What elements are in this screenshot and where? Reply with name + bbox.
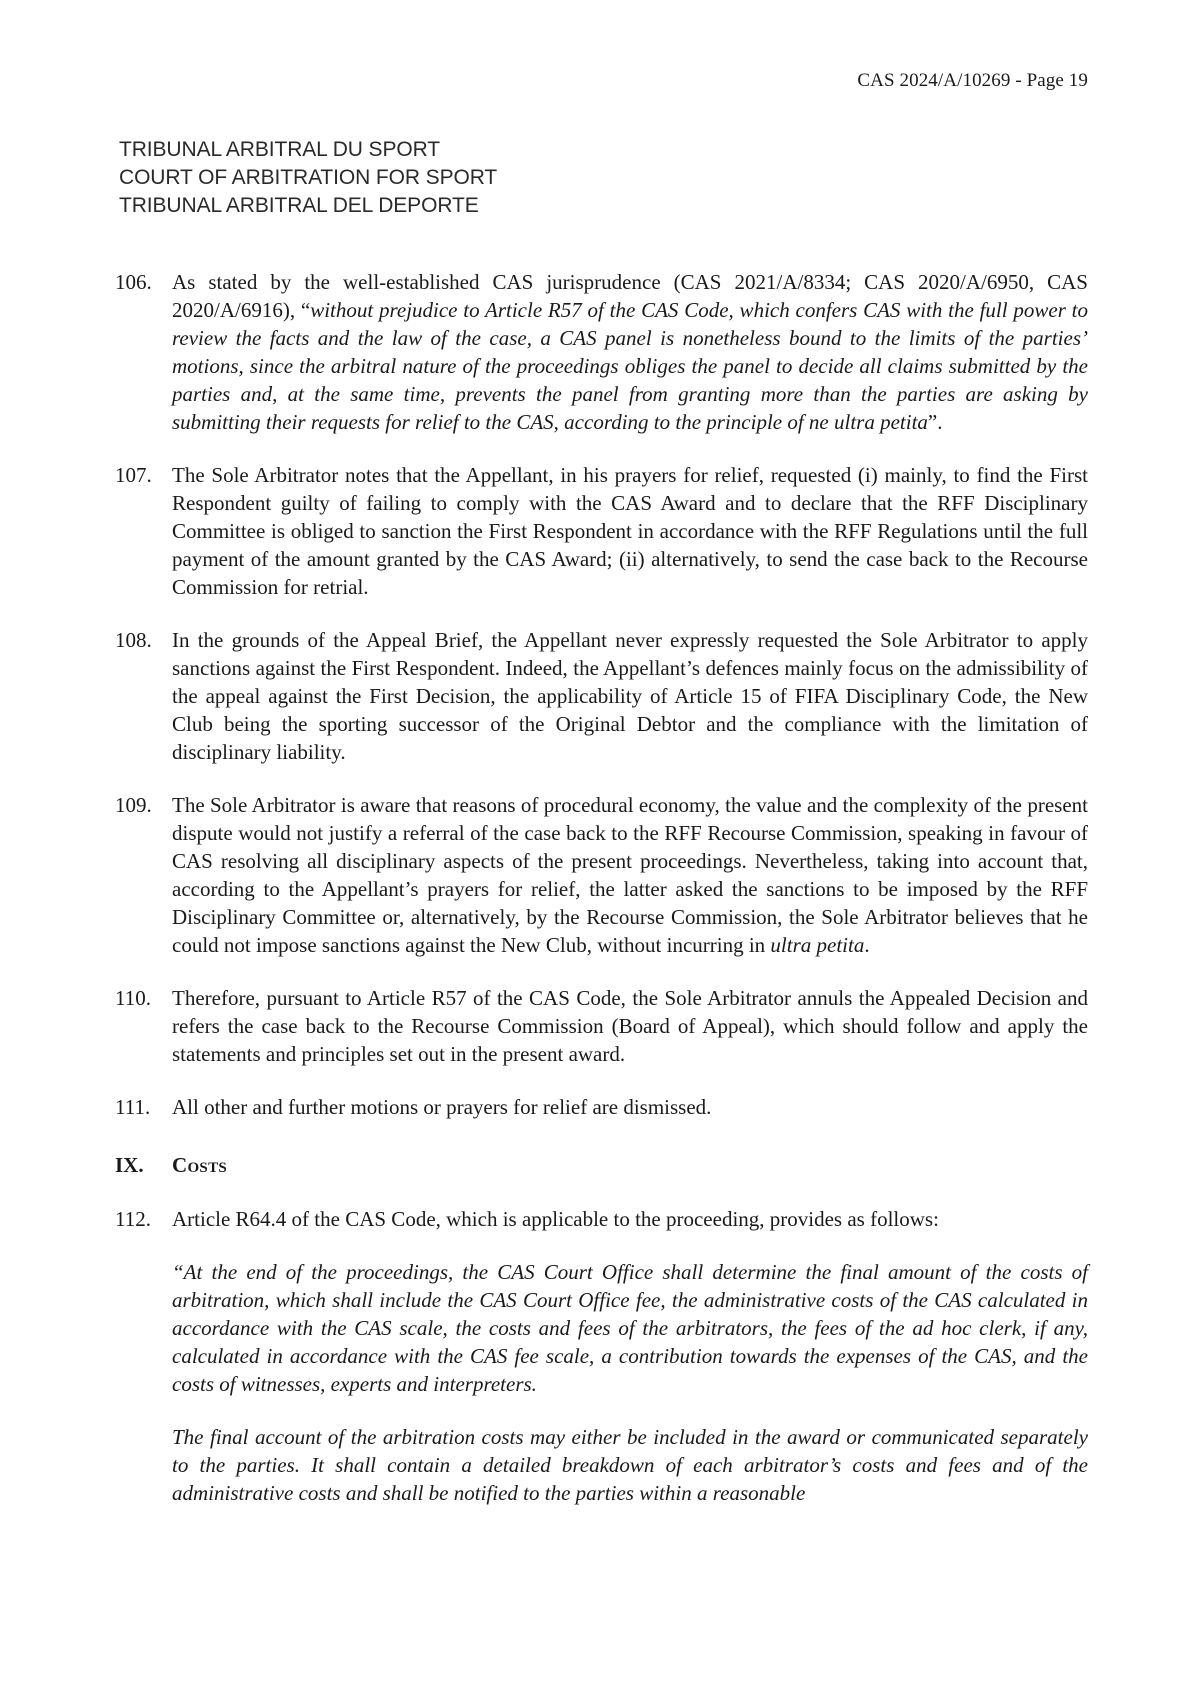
letterhead-spanish: TRIBUNAL ARBITRAL DEL DEPORTE bbox=[119, 194, 479, 217]
paragraph-108 bbox=[115, 626, 1088, 766]
document-body bbox=[115, 268, 1088, 1532]
paragraph-intro: As stated by the well-established CAS jurisprudence (CAS 2021/A/8334; CAS 2020/A/6950, CAS 2020/A/6916), “ bbox=[172, 270, 1088, 322]
letterhead bbox=[119, 136, 497, 220]
paragraph-text: Therefore, pursuant to Article R57 of the CAS Code, the Sole Arbitrator annuls the Appealed Decision and refers the case back to the Recourse Commission (Board of Appeal), which should follow and apply the statements and principles set out in the present award. bbox=[172, 986, 1088, 1066]
paragraph-text: All other and further motions or prayers for relief are dismissed. bbox=[172, 1095, 712, 1119]
letterhead-english: COURT OF ARBITRATION FOR SPORT bbox=[119, 166, 498, 189]
paragraph-106 bbox=[115, 268, 1088, 436]
paragraph-number: 106. bbox=[115, 270, 152, 294]
paragraph-text bbox=[172, 268, 1088, 436]
ultra-petita-term: ultra petita bbox=[770, 933, 865, 957]
paragraph-number: 111. bbox=[115, 1095, 151, 1119]
article-quote-2: The final account of the arbitration costs may either be included in the award or communicated separately to the parties. It shall contain a detailed breakdown of each arbitrator’s costs and fees and of the administrative costs and shall be notified to the parties within a reasonable bbox=[172, 1425, 1088, 1505]
paragraph-107 bbox=[115, 461, 1088, 601]
paragraph-body: The Sole Arbitrator is aware that reasons of procedural economy, the value and the complexity of the present dispute would not justify a referral of the case back to the RFF Recourse Commission, speaking in favour of CAS resolving all disciplinary aspects of the present proceedings. Nevertheless, taking into account that, according to the Appellant’s prayers for relief, the latter asked the sanctions to be imposed by the RFF Disciplinary Committee or, alternatively, by the Recourse Commission, the Sole Arbitrator believes that he could not impose sanctions against the New Club, without incurring in bbox=[172, 793, 1088, 957]
paragraph-number: 107. bbox=[115, 463, 152, 487]
paragraph-text: Article R64.4 of the CAS Code, which is applicable to the proceeding, provides as follows: bbox=[172, 1207, 939, 1231]
quote-end: ”. bbox=[927, 410, 943, 434]
section-number: IX. bbox=[115, 1153, 144, 1177]
paragraph-111 bbox=[115, 1093, 1088, 1121]
paragraph-number: 108. bbox=[115, 628, 152, 652]
letterhead-french: TRIBUNAL ARBITRAL DU SPORT bbox=[119, 138, 441, 161]
paragraph-112 bbox=[115, 1205, 1088, 1233]
paragraph-text: The Sole Arbitrator notes that the Appellant, in his prayers for relief, requested (i) mainly, to find the First Respondent guilty of failing to comply with the CAS Award and to declare that the RFF Disciplinary Committee is obliged to sanction the First Respondent in accordance with the RFF Regulations until the full payment of the amount granted by the CAS Award; (ii) alternatively, to send the case back to the Recourse Commission for retrial. bbox=[172, 463, 1088, 599]
paragraph-number: 112. bbox=[115, 1207, 151, 1231]
section-heading-costs bbox=[115, 1151, 1088, 1179]
paragraph-number: 109. bbox=[115, 793, 152, 817]
paragraph-number: 110. bbox=[115, 986, 151, 1010]
paragraph-109 bbox=[115, 791, 1088, 959]
paragraph-text: In the grounds of the Appeal Brief, the Appellant never expressly requested the Sole Arbitrator to apply sanctions against the First Respondent. Indeed, the Appellant’s defences mainly focus on the admissibility of the appeal against the First Decision, the applicability of Article 15 of FIFA Disciplinary Code, the New Club being the sporting successor of the Original Debtor and the compliance with the limitation of disciplinary liability. bbox=[172, 628, 1088, 764]
paragraph-text bbox=[172, 791, 1088, 959]
article-quote-1: “At the end of the proceedings, the CAS Court Office shall determine the final amount of the costs of arbitration, which shall include the CAS Court Office fee, the administrative costs of the CAS calculated in accordance with the CAS scale, the costs and fees of the arbitrators, the fees of the ad hoc clerk, if any, calculated in accordance with the CAS fee scale, a contribution towards the expenses of the CAS, and the costs of witnesses, experts and interpreters. bbox=[172, 1260, 1088, 1396]
page-reference: CAS 2024/A/10269 - Page 19 bbox=[857, 70, 1088, 91]
section-title: Costs bbox=[172, 1153, 228, 1177]
jurisprudence-quote: without prejudice to Article R57 of the CAS Code, which confers CAS with the full power to review the facts and the law of the case, a CAS panel is nonetheless bound to the limits of the parties’ motions, since the arbitral nature of the proceedings obliges the panel to decide all claims submitted by the parties and, at the same time, prevents the panel from granting more than the parties are asking by submitting their requests for relief to the CAS, according to the principle of ne ultra petita bbox=[172, 298, 1088, 434]
paragraph-110 bbox=[115, 984, 1088, 1068]
paragraph-end: . bbox=[864, 933, 870, 957]
